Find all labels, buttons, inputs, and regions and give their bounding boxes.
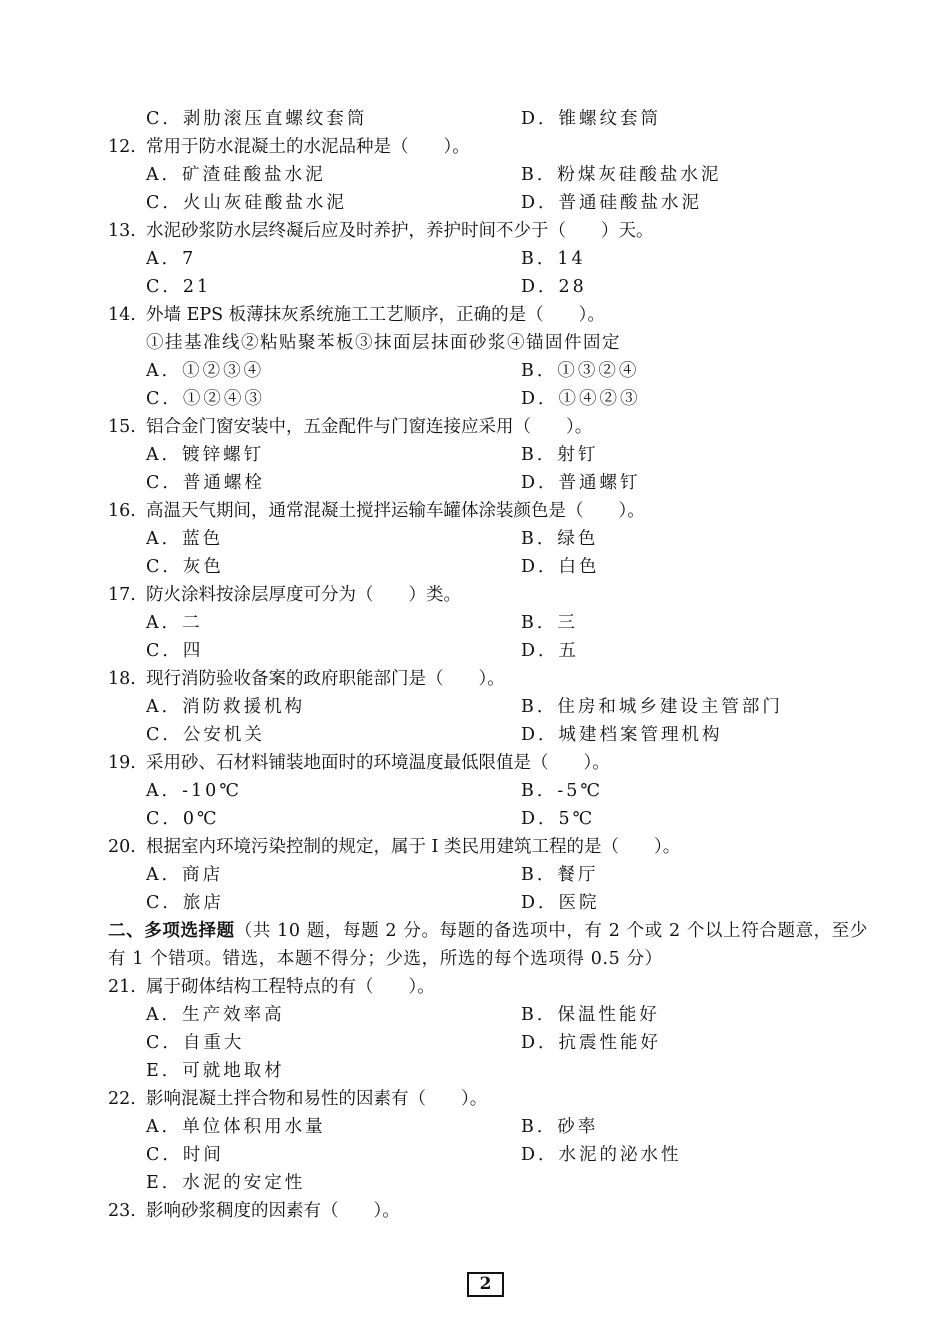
option-a: A．蓝色 [146,529,224,549]
question-number: 22. [108,1089,136,1109]
question-number: 19. [108,753,136,773]
question-text: 影响砂浆稠度的因素有（ ）。 [146,1201,400,1221]
option-d: D．普通螺钉 [521,473,641,493]
option-c: C．普通螺栓 [146,473,265,493]
option-a: A．商店 [146,865,224,885]
question-text: 水泥砂浆防水层终凝后应及时养护，养护时间不少于（ ）天。 [146,221,654,241]
option-d: D．五 [521,641,580,661]
option-e: E．可就地取材 [146,1061,285,1081]
question-text: 高温天气期间，通常混凝土搅拌运输车罐体涂装颜色是（ ）。 [146,501,645,521]
question-number: 13. [108,221,136,241]
option-a: A．生产效率高 [146,1005,285,1025]
option-b: B．住房和城乡建设主管部门 [521,697,783,717]
option-a: A．消防救援机构 [146,697,306,717]
option-d: D．28 [521,277,587,297]
option-d: D．抗震性能好 [521,1033,662,1053]
option-c: C．公安机关 [146,725,265,745]
option-d: D．①④②③ [521,389,641,409]
question-number: 14. [108,305,136,325]
option-a: A．-10℃ [146,781,242,801]
question-text: 铝合金门窗安装中，五金配件与门窗连接应采用（ ）。 [146,417,593,437]
question-text: 常用于防水混凝土的水泥品种是（ ）。 [146,137,470,157]
question-number: 21. [108,977,136,997]
option-d: D．医院 [521,893,600,913]
option-c: C．旅店 [146,893,224,913]
question-text: 根据室内环境污染控制的规定，属于 I 类民用建筑工程的是（ ）。 [146,837,681,857]
option-b: B．射钉 [521,445,599,465]
question-number: 23. [108,1201,136,1221]
page-number: 2 [467,1272,504,1297]
option-b: B．砂率 [521,1117,599,1137]
option-c: C．21 [146,277,212,297]
option-a: A．镀锌螺钉 [146,445,265,465]
option-b: B．14 [521,249,586,269]
section-title: 二、多项选择题 [108,921,235,941]
option-d: D．城建档案管理机构 [521,725,723,745]
option-a: A．矿渣硅酸盐水泥 [146,165,326,185]
question-number: 18. [108,669,136,689]
option-a: A．单位体积用水量 [146,1117,326,1137]
option-c: C．火山灰硅酸盐水泥 [146,193,347,213]
option-d: D．水泥的泌水性 [521,1145,682,1165]
option-c: C．①②④③ [146,389,265,409]
question-text: 属于砌体结构工程特点的有（ ）。 [146,977,435,997]
question-number: 17. [108,585,136,605]
question-number: 16. [108,501,136,521]
option-b: B．绿色 [521,529,599,549]
question-text: 现行消防验收备案的政府职能部门是（ ）。 [146,669,505,689]
question-stem: ①挂基准线②粘贴聚苯板③抹面层抹面砂浆④锚固件固定 [146,333,621,353]
question-number: 12. [108,137,136,157]
section-description: （共 10 题，每题 2 分。每题的备选项中，有 2 个或 2 个以上符合题意，至少有 1 个错项。错选，本题不得分；少选，所选的每个选项得 0.5 分） [108,921,869,969]
option-a: A．7 [146,249,197,269]
option-a: A．①②③④ [146,361,265,381]
option-c-q11: C．剥肋滚压直螺纹套筒 [146,109,368,129]
question-text: 采用砂、石材料铺装地面时的环境温度最低限值是（ ）。 [146,753,610,773]
option-d: D．普通硅酸盐水泥 [521,193,703,213]
option-b: B．三 [521,613,578,633]
question-text: 影响混凝土拌合物和易性的因素有（ ）。 [146,1089,488,1109]
option-b: B．①③②④ [521,361,640,381]
question-text: 外墙 EPS 板薄抹灰系统施工工艺顺序，正确的是（ ）。 [146,305,605,325]
question-number: 20. [108,837,136,857]
option-d-q11: D．锥螺纹套筒 [521,109,662,129]
option-c: C．0℃ [146,809,220,829]
option-b: B．粉煤灰硅酸盐水泥 [521,165,722,185]
option-a: A．二 [146,613,203,633]
option-e: E．水泥的安定性 [146,1173,306,1193]
option-d: D．5℃ [521,809,596,829]
option-b: B．-5℃ [521,781,603,801]
option-b: B．保温性能好 [521,1005,660,1025]
option-b: B．餐厅 [521,865,599,885]
option-c: C．时间 [146,1145,224,1165]
question-number: 15. [108,417,136,437]
option-d: D．白色 [521,557,600,577]
question-text: 防火涂料按涂层厚度可分为（ ）类。 [146,585,461,605]
option-c: C．自重大 [146,1033,245,1053]
section-heading [108,917,868,973]
option-c: C．四 [146,641,204,661]
option-c: C．灰色 [146,557,224,577]
